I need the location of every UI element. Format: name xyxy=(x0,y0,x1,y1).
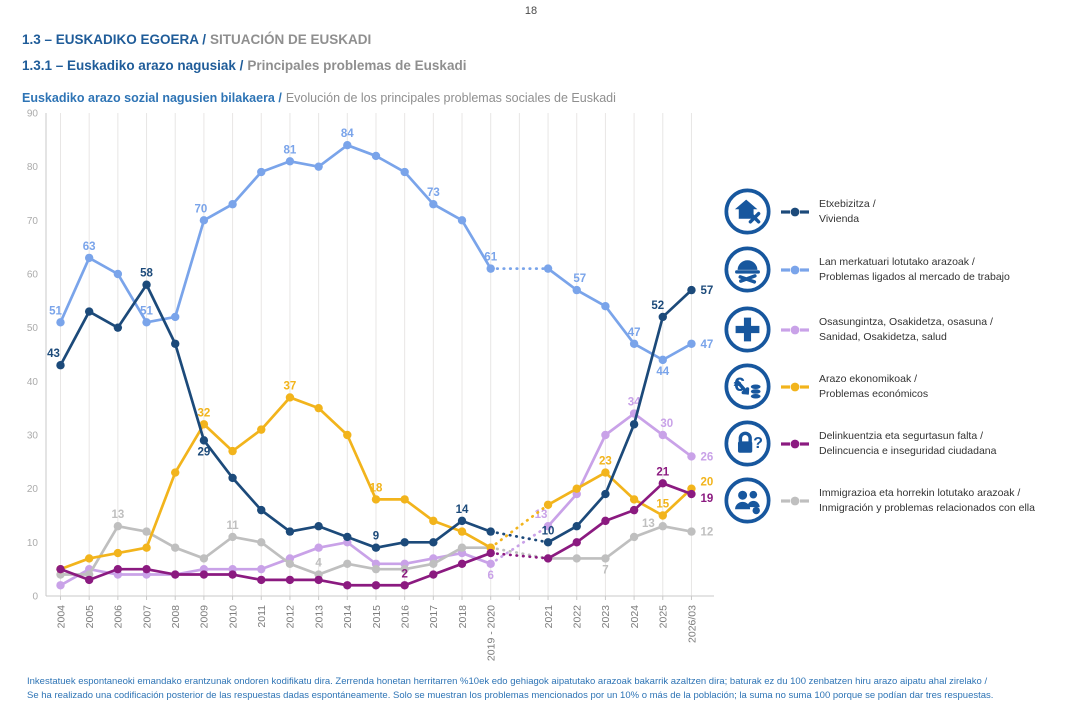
svg-text:57: 57 xyxy=(700,285,714,298)
svg-text:29: 29 xyxy=(197,446,211,459)
chart-title-es: Evolución de los principales problemas sociales de Euskadi xyxy=(285,91,616,105)
svg-text:2014: 2014 xyxy=(342,605,355,629)
legend-marker xyxy=(780,206,810,218)
svg-text:12: 12 xyxy=(700,526,714,539)
subsection-title-es: Principales problemas de Euskadi xyxy=(247,58,467,73)
house-x-icon xyxy=(724,188,771,235)
svg-text:34: 34 xyxy=(627,396,641,409)
svg-text:2012: 2012 xyxy=(284,605,297,629)
svg-text:51: 51 xyxy=(140,305,153,318)
svg-text:43: 43 xyxy=(47,348,60,361)
svg-text:2015: 2015 xyxy=(370,605,383,629)
svg-text:81: 81 xyxy=(283,144,297,157)
legend-item xyxy=(724,477,1035,524)
svg-text:11: 11 xyxy=(226,519,239,532)
svg-text:2004: 2004 xyxy=(55,605,68,629)
svg-text:2011: 2011 xyxy=(256,605,269,628)
svg-text:2006: 2006 xyxy=(112,605,125,629)
medical-cross-icon xyxy=(724,306,771,353)
svg-text:70: 70 xyxy=(194,203,208,216)
legend-label: Osasungintza, Osakidetza, osasuna / Sanidad, Osakidetza, salud xyxy=(819,316,993,343)
svg-text:2023: 2023 xyxy=(600,605,613,629)
svg-text:2018: 2018 xyxy=(456,605,469,629)
svg-text:44: 44 xyxy=(656,365,670,378)
section-title-es: SITUACIÓN DE EUSKADI xyxy=(210,32,372,47)
svg-text:6: 6 xyxy=(487,569,494,582)
chart-title xyxy=(22,91,616,105)
chart-title-eu: Euskadiko arazo sozial nagusien bilakaera / xyxy=(22,91,282,105)
legend-item xyxy=(724,246,1010,293)
legend-marker xyxy=(780,264,810,276)
svg-text:73: 73 xyxy=(426,187,440,200)
svg-text:63: 63 xyxy=(82,240,96,253)
svg-text:2: 2 xyxy=(401,568,408,581)
svg-text:52: 52 xyxy=(651,299,665,312)
svg-text:13: 13 xyxy=(641,518,655,531)
svg-text:2009: 2009 xyxy=(198,605,211,629)
svg-text:70: 70 xyxy=(26,215,38,227)
svg-text:4: 4 xyxy=(315,557,322,570)
footnote-es: Se ha realizado una codificación posterior de las respuestas dadas espontáneamente. Solo se muestran los problemas mencionados por un 10% o más de la población; la suma no suma 100 porque se podían dar tres respuestas. xyxy=(27,690,994,701)
svg-text:20: 20 xyxy=(26,484,38,496)
svg-text:26: 26 xyxy=(700,451,714,464)
legend-marker xyxy=(780,381,810,393)
svg-text:2005: 2005 xyxy=(83,605,96,629)
helmet-tools-icon xyxy=(724,246,771,293)
svg-text:40: 40 xyxy=(26,376,38,388)
svg-text:30: 30 xyxy=(660,417,674,430)
line-chart-canvas xyxy=(0,108,720,683)
legend-label: Etxebizitza / Vivienda xyxy=(819,198,876,225)
svg-text:23: 23 xyxy=(599,455,612,468)
svg-text:10: 10 xyxy=(26,537,38,549)
section-title-eu: 1.3 – EUSKADIKO EGOERA / xyxy=(22,32,207,47)
svg-text:32: 32 xyxy=(197,407,211,420)
euro-decline-icon xyxy=(724,363,771,410)
legend-label: Delinkuentzia eta segurtasun falta / Delincuencia e inseguridad ciudadana xyxy=(819,430,997,457)
svg-text:2010: 2010 xyxy=(227,605,240,629)
svg-text:19: 19 xyxy=(700,493,714,506)
svg-text:2021: 2021 xyxy=(542,605,555,629)
legend-item xyxy=(724,188,876,235)
svg-text:13: 13 xyxy=(534,509,548,522)
footnote-eu: Inkestatuek espontaneoki emandako erantzunak ondoren kodifikatu dira. Zerrenda honetan herritarren %10ek edo gehiagok aipatutako arazoak bakarrik azaltzen dira; baturak ez du 100 zenbatzen hiru arazo aipatu ahal zirelako / xyxy=(27,676,988,687)
legend-label: Lan merkatuari lotutako arazoak / Problemas ligados al mercado de trabajo xyxy=(819,256,1010,283)
svg-text:0: 0 xyxy=(32,591,38,603)
svg-text:2016: 2016 xyxy=(399,605,412,629)
legend-label: Arazo ekonomikoak / Problemas económicos xyxy=(819,373,929,400)
svg-text:58: 58 xyxy=(140,267,153,280)
legend-label: Immigrazioa eta horrekin lotutako arazoak / Inmigración y problemas relacionados con ella xyxy=(819,487,1035,514)
legend-item xyxy=(724,363,928,410)
svg-text:21: 21 xyxy=(656,466,670,479)
line-chart xyxy=(0,108,720,683)
svg-text:2024: 2024 xyxy=(628,605,641,629)
svg-text:15: 15 xyxy=(656,498,670,511)
section-title xyxy=(22,32,371,47)
legend-marker xyxy=(780,438,810,450)
svg-text:2022: 2022 xyxy=(571,605,584,629)
svg-text:2017: 2017 xyxy=(428,605,441,629)
svg-text:?: ? xyxy=(753,434,764,452)
svg-text:2019 - 2020: 2019 - 2020 xyxy=(485,605,498,662)
svg-text:14: 14 xyxy=(455,503,469,516)
svg-text:47: 47 xyxy=(700,338,714,351)
svg-text:47: 47 xyxy=(627,326,641,339)
svg-text:2025: 2025 xyxy=(657,605,670,629)
legend-item xyxy=(724,420,996,467)
svg-text:€: € xyxy=(733,374,745,397)
svg-text:50: 50 xyxy=(26,323,38,335)
svg-text:51: 51 xyxy=(49,305,62,318)
svg-text:90: 90 xyxy=(26,108,38,120)
svg-text:37: 37 xyxy=(283,380,297,393)
footnote xyxy=(27,675,1067,703)
svg-text:30: 30 xyxy=(26,430,38,442)
svg-text:2007: 2007 xyxy=(141,605,154,629)
svg-text:60: 60 xyxy=(26,269,38,281)
svg-text:18: 18 xyxy=(369,482,383,495)
legend-marker xyxy=(780,495,810,507)
svg-text:80: 80 xyxy=(26,162,38,174)
svg-text:61: 61 xyxy=(484,251,498,264)
svg-text:57: 57 xyxy=(573,273,587,286)
lock-question-icon xyxy=(724,420,771,467)
svg-text:9: 9 xyxy=(372,530,380,543)
subsection-title xyxy=(22,58,466,73)
svg-text:84: 84 xyxy=(340,128,354,141)
subsection-title-eu: 1.3.1 – Euskadiko arazo nagusiak / xyxy=(22,58,244,73)
svg-text:13: 13 xyxy=(111,509,125,522)
svg-text:2026/03: 2026/03 xyxy=(686,605,699,643)
legend-item xyxy=(724,306,993,353)
svg-text:2013: 2013 xyxy=(313,605,326,629)
svg-text:2008: 2008 xyxy=(170,605,183,629)
people-icon xyxy=(724,477,771,524)
svg-text:10: 10 xyxy=(541,525,555,538)
legend-marker xyxy=(780,324,810,336)
svg-text:20: 20 xyxy=(700,476,714,489)
svg-text:7: 7 xyxy=(602,564,609,577)
page-number: 18 xyxy=(524,5,538,17)
